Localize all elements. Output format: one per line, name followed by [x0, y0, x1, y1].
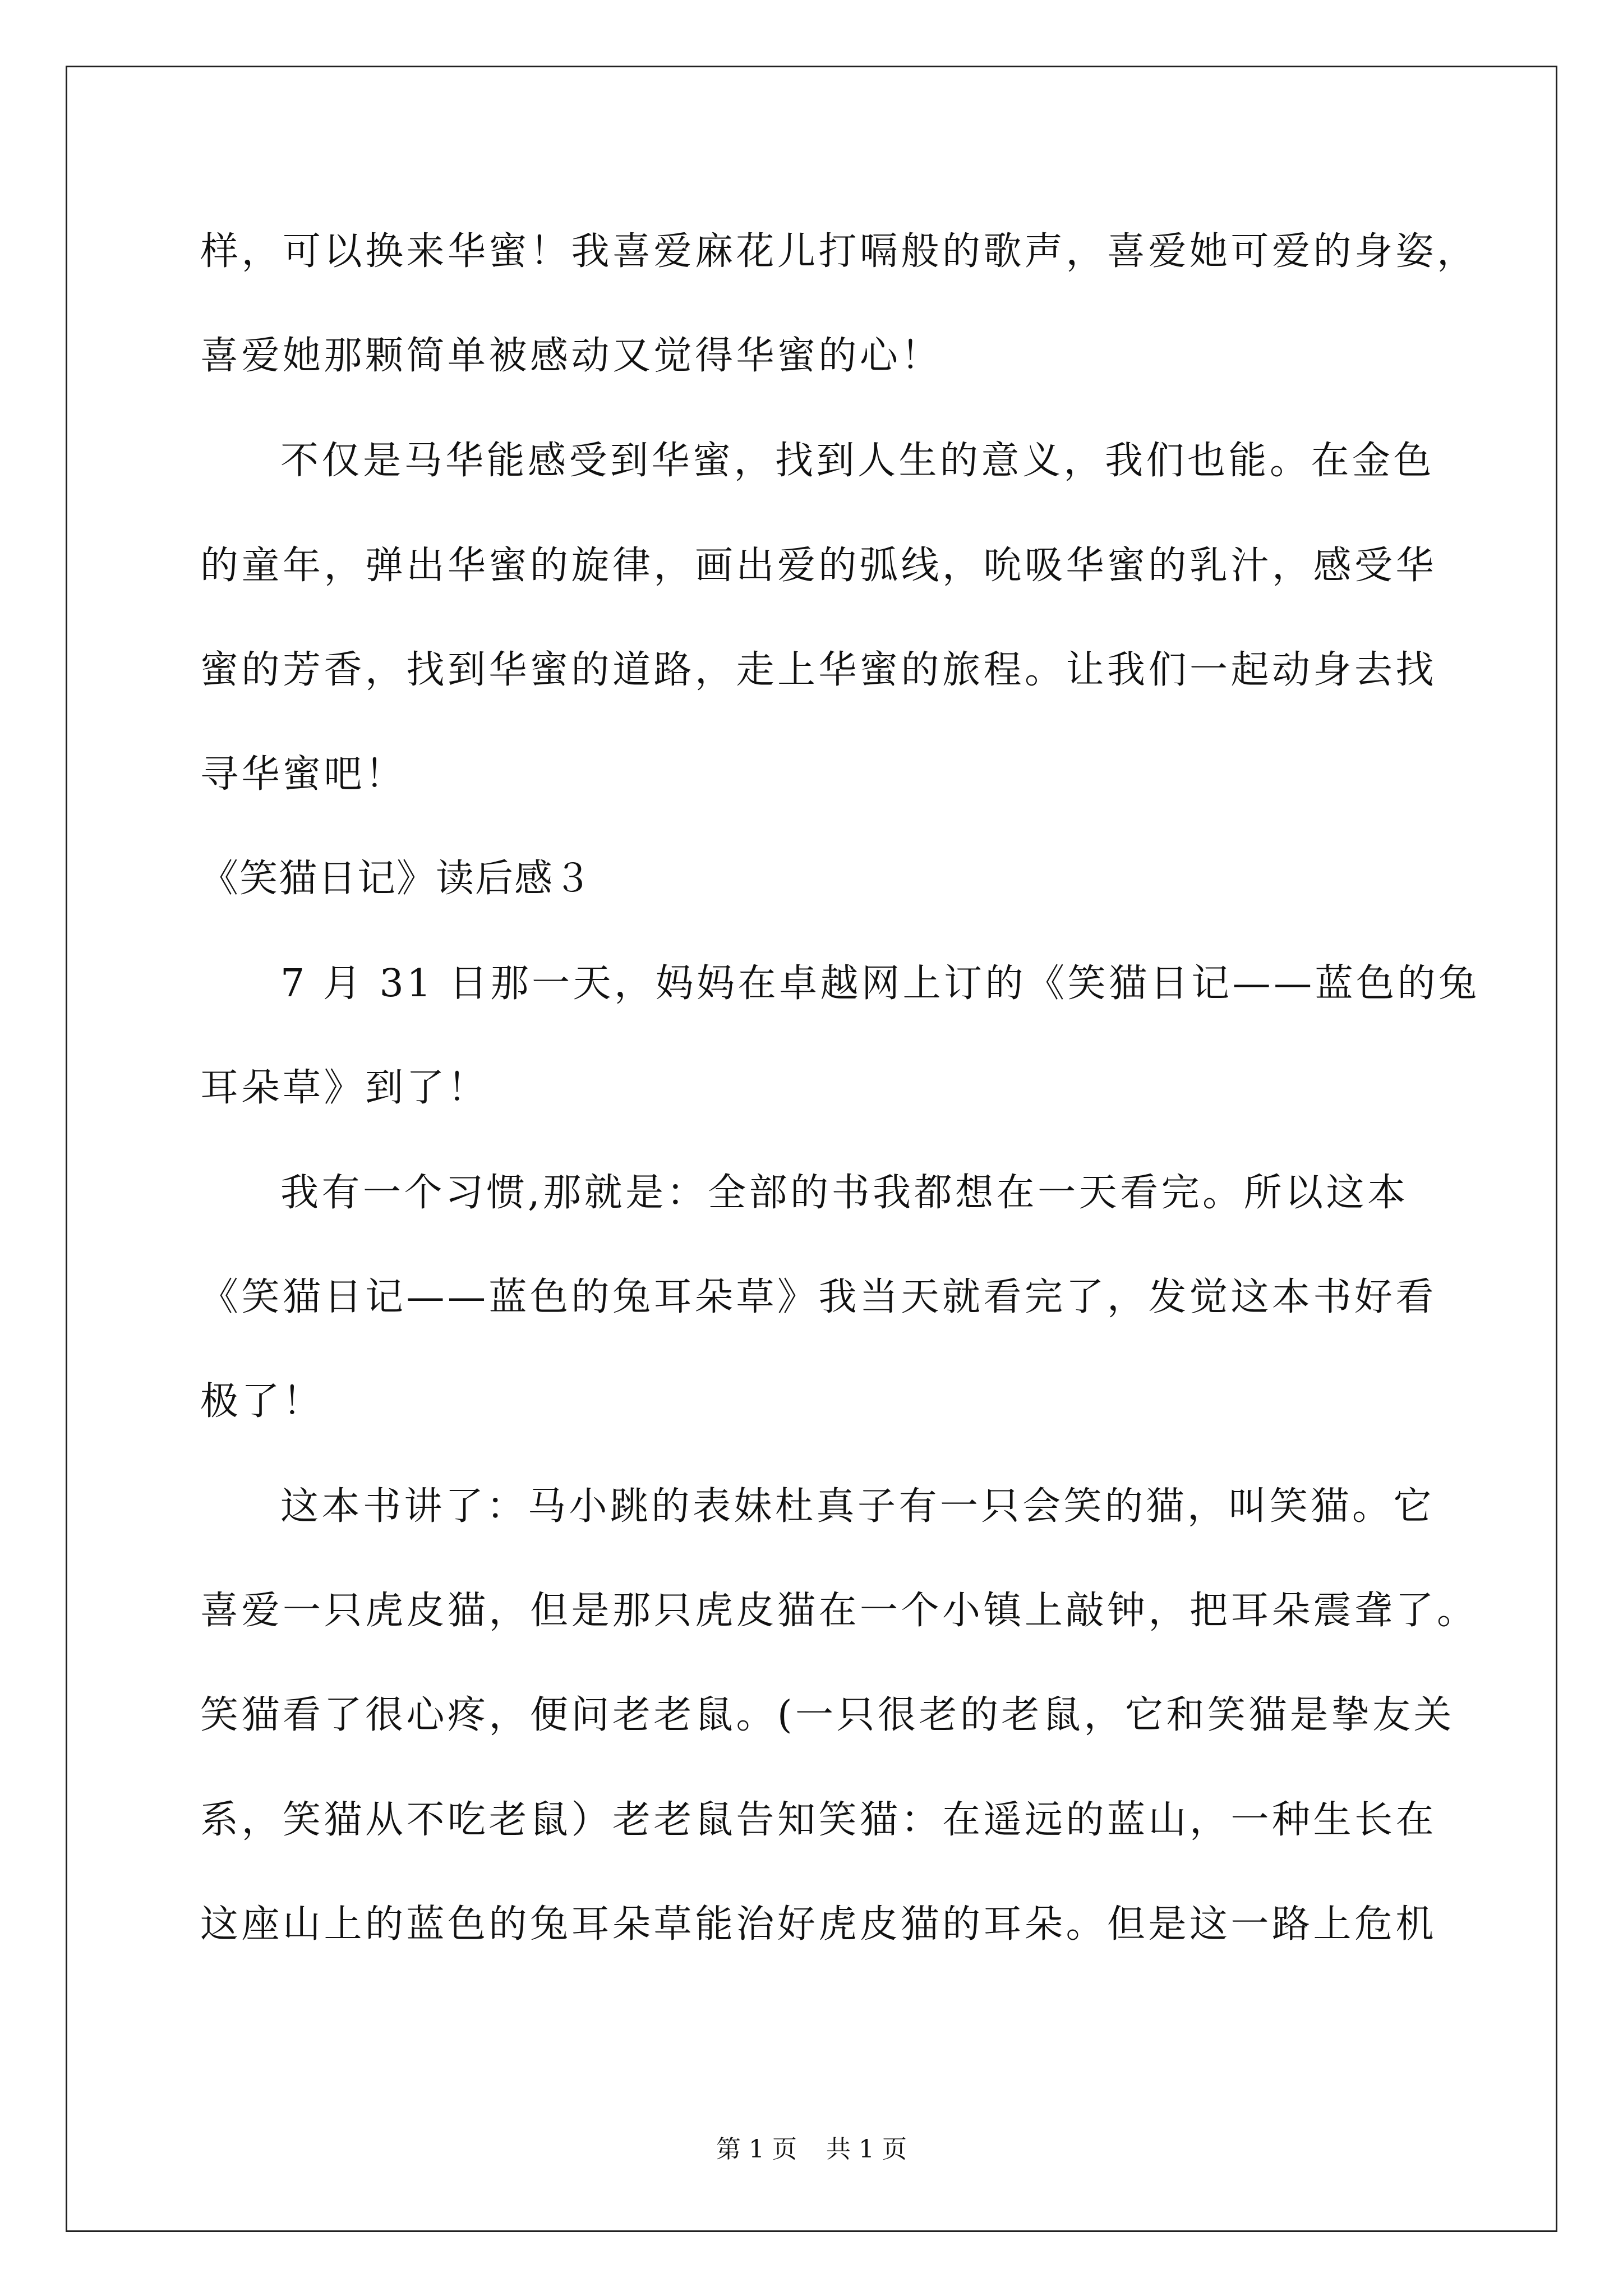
text-line: 喜爱一只虎皮猫，但是那只虎皮猫在一个小镇上敲钟，把耳朵震聋了。 [200, 1589, 1478, 1633]
text-line: 的童年，弹出华蜜的旋律，画出爱的弧线，吮吸华蜜的乳汁，感受华 [200, 544, 1437, 588]
text-line: 《笑猫日记——蓝色的兔耳朵草》我当天就看完了，发觉这本书好看 [200, 1275, 1437, 1319]
text-line: 笑猫看了很心疼，便问老老鼠。(一只很老的老鼠，它和笑猫是挚友关 [200, 1693, 1455, 1737]
text-line: 蜜的芳香，找到华蜜的道路，走上华蜜的旅程。让我们一起动身去找 [200, 648, 1437, 692]
paragraph-start-line: 不仅是马华能感受到华蜜，找到人生的意义，我们也能。在金色 [280, 439, 1435, 483]
page-count: 共 1 页 [826, 2135, 907, 2164]
text-line: 样，可以换来华蜜！我喜爱麻花儿打嗝般的歌声，喜爱她可爱的身姿， [200, 229, 1478, 274]
text-line: 耳朵草》到了！ [200, 1066, 489, 1110]
paragraph-start-line: 我有一个习惯,那就是：全部的书我都想在一天看完。所以这本 [280, 1171, 1409, 1215]
paragraph-start-line: 7 月 31 日那一天，妈妈在卓越网上订的《笑猫日记——蓝色的兔 [280, 961, 1480, 1006]
text-line: 极了！ [200, 1379, 324, 1424]
text-line: 系，笑猫从不吃老鼠）老老鼠告知笑猫：在遥远的蓝山，一种生长在 [200, 1798, 1437, 1842]
text-line: 这座山上的蓝色的兔耳朵草能治好虎皮猫的耳朵。但是这一路上危机 [200, 1902, 1437, 1947]
text-line: 喜爱她那颗简单被感动又觉得华蜜的心！ [200, 334, 943, 378]
section-heading: 《笑猫日记》读后感３ [200, 857, 593, 901]
paragraph-start-line: 这本书讲了：马小跳的表妹杜真子有一只会笑的猫，叫笑猫。它 [280, 1484, 1435, 1529]
page-number: 第 1 页 [716, 2135, 797, 2164]
text-line: 寻华蜜吧！ [200, 752, 407, 797]
page-footer [0, 2137, 1623, 2162]
